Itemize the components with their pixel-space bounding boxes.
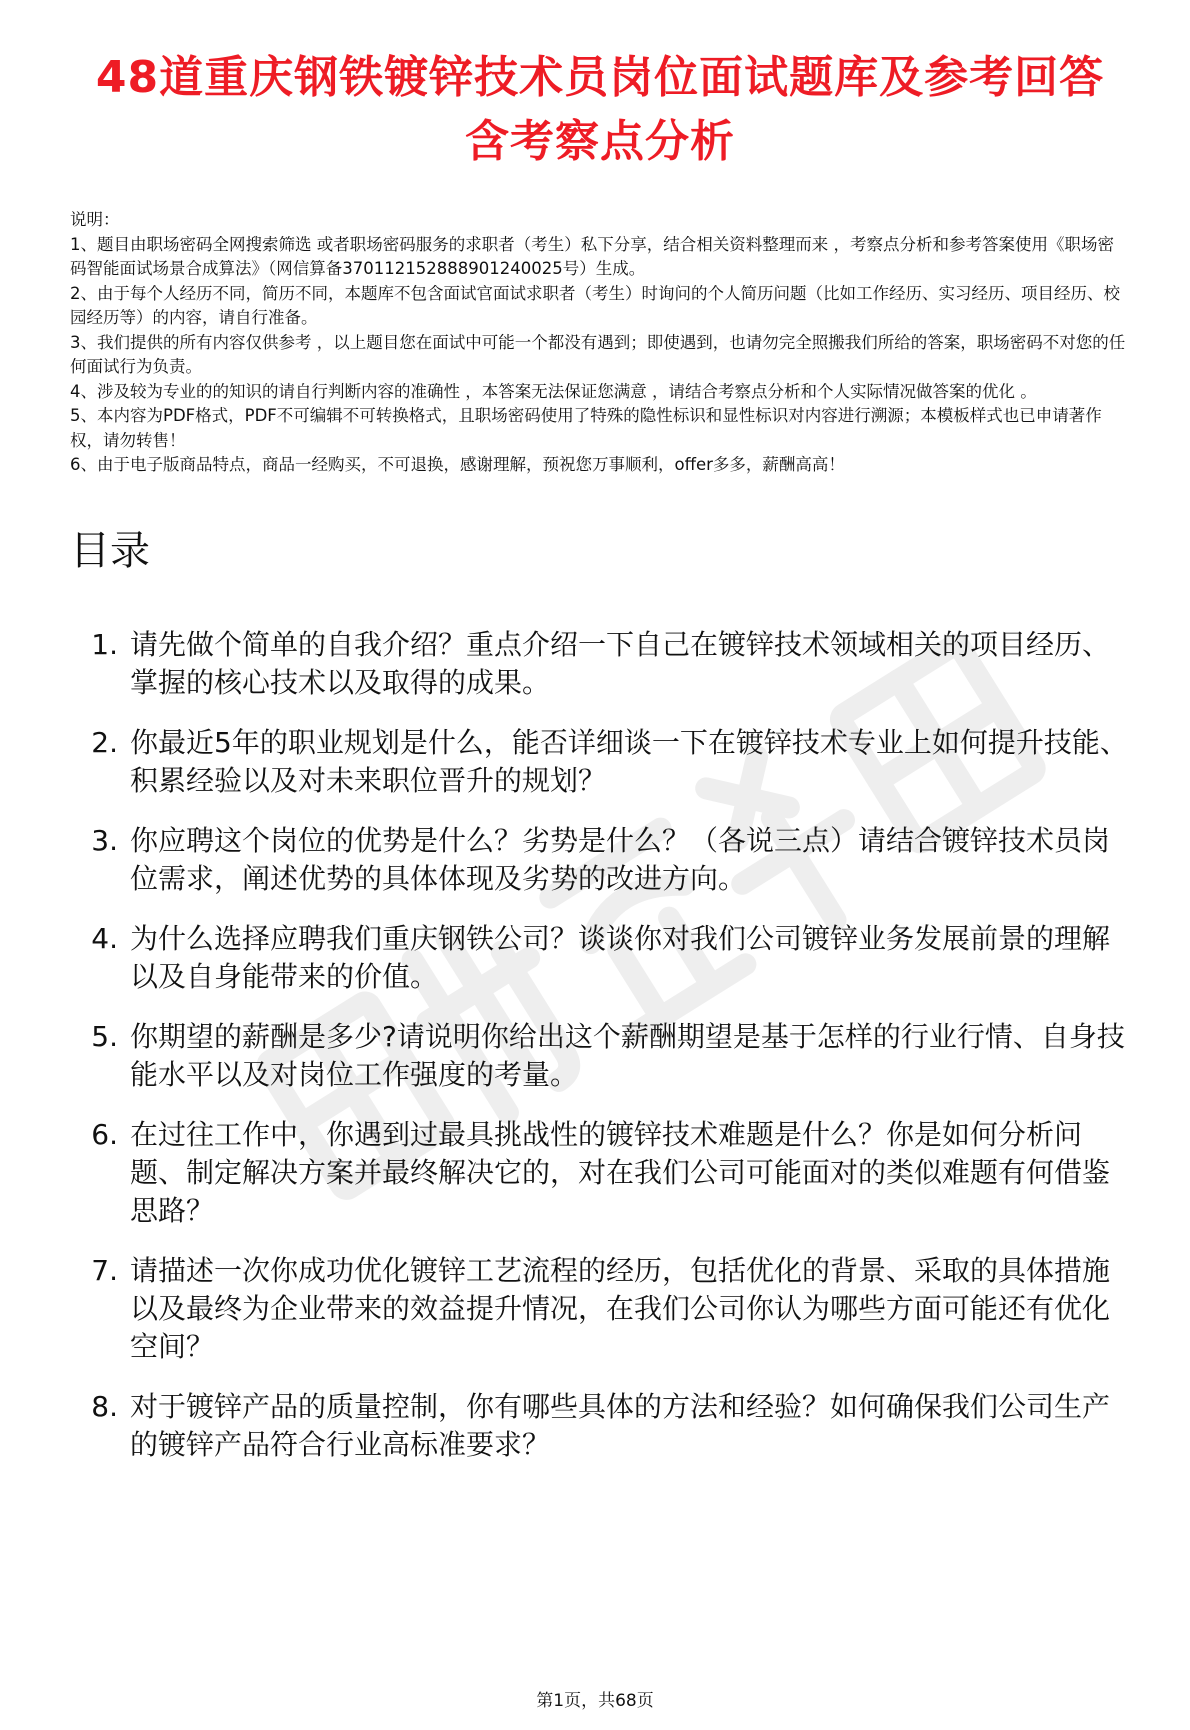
toc-item-text: 对于镀锌产品的质量控制，你有哪些具体的方法和经验？如何确保我们公司生产的镀锌产品符合行业高标准要求？	[130, 1389, 1111, 1461]
note-item: 6、由于电子版商品特点，商品一经购买，不可退换，感谢理解，预祝您万事顺利，offer多多，薪酬高高！	[70, 455, 845, 474]
toc-item-text: 你应聘这个岗位的优势是什么？劣势是什么？（各说三点）请结合镀锌技术员岗位需求，阐述优势的具体体现及劣势的改进方向。	[130, 823, 1111, 895]
note-item: 2、由于每个人经历不同，简历不同，本题库不包含面试官面试求职者（考生）时询问的个人简历问题（比如工作经历、实习经历、项目经历、校园经历等）的内容，请自行准备。	[70, 283, 1120, 327]
document-page	[0, 46, 1190, 1464]
toc-list	[70, 626, 1130, 1464]
toc-item[interactable]	[70, 1116, 1130, 1230]
document-title: 48道重庆钢铁镀锌技术员岗位面试题库及参考回答含考察点分析	[95, 52, 1105, 167]
toc-item[interactable]	[70, 626, 1130, 702]
toc-item-number: 5.	[91, 1019, 118, 1053]
toc-item-text: 你期望的薪酬是多少?请说明你给出这个薪酬期望是基于怎样的行业行情、自身技能水平以及对岗位工作强度的考量。	[130, 1019, 1125, 1091]
toc-item[interactable]	[70, 822, 1130, 898]
notes-section	[70, 208, 1130, 478]
note-item: 5、本内容为PDF格式，PDF不可编辑不可转换格式，且职场密码使用了特殊的隐性标识和显性标识对内容进行溯源；本模板样式也已申请著作权，请勿转售！	[70, 406, 1102, 450]
toc-item-text: 为什么选择应聘我们重庆钢铁公司？谈谈你对我们公司镀锌业务发展前景的理解以及自身能带来的价值。	[130, 921, 1111, 993]
toc-item[interactable]	[70, 724, 1130, 800]
note-item: 1、题目由职场密码全网搜索筛选 或者职场密码服务的求职者（考生）私下分享，结合相关资料整理而来 ，考察点分析和参考答案使用《职场密码智能面试场景合成算法》（网信算备370112152888901240025号）生成。	[70, 234, 1114, 278]
note-item: 4、涉及较为专业的的知识的请自行判断内容的准确性 ，本答案无法保证您满意 ，请结合考察点分析和个人实际情况做答案的优化 。	[70, 381, 1037, 401]
toc-item-text: 你最近5年的职业规划是什么，能否详细谈一下在镀锌技术专业上如何提升技能、积累经验以及对未来职位晋升的规划？	[130, 725, 1128, 797]
toc-item-number: 3.	[91, 823, 118, 857]
toc-item-number: 8.	[91, 1389, 118, 1423]
toc-heading: 目录	[70, 527, 150, 574]
toc-item-text: 在过往工作中，你遇到过最具挑战性的镀锌技术难题是什么？你是如何分析问题、制定解决方案并最终解决它的，对在我们公司可能面对的类似难题有何借鉴思路？	[130, 1117, 1111, 1227]
note-item: 3、我们提供的所有内容仅供参考 ，以上题目您在面试中可能一个都没有遇到；即使遇到，也请勿完全照搬我们所给的答案，职场密码不对您的任何面试行为负责。	[70, 332, 1126, 376]
toc-item-text: 请描述一次你成功优化镀锌工艺流程的经历，包括优化的背景、采取的具体措施以及最终为企业带来的效益提升情况，在我们公司你认为哪些方面可能还有优化空间？	[130, 1253, 1111, 1363]
toc-item-number: 2.	[91, 725, 118, 759]
toc-item[interactable]	[70, 920, 1130, 996]
notes-heading: 说明：	[70, 210, 120, 229]
toc-item-number: 1.	[91, 627, 118, 661]
toc-item[interactable]	[70, 1388, 1130, 1464]
toc-item[interactable]	[70, 1252, 1130, 1366]
toc-item-text: 请先做个简单的自我介绍？重点介绍一下自己在镀锌技术领域相关的项目经历、掌握的核心技术以及取得的成果。	[130, 627, 1111, 699]
toc-item-number: 6.	[91, 1117, 118, 1151]
toc-item-number: 4.	[91, 921, 118, 955]
page-footer: 第1页，共68页	[536, 1691, 654, 1711]
toc-item[interactable]	[70, 1018, 1130, 1094]
toc-item-number: 7.	[91, 1253, 118, 1287]
